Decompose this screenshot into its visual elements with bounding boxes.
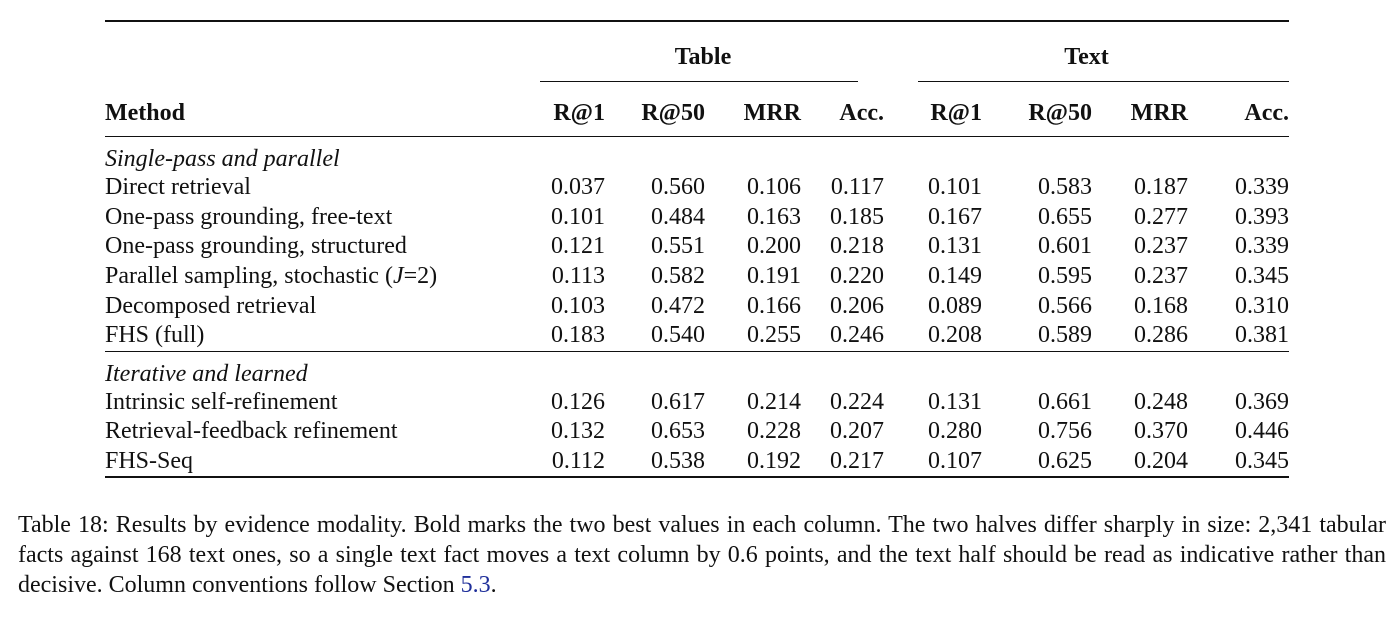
cell-table-acc: 0.218 xyxy=(830,233,884,260)
table-row xyxy=(105,417,1289,447)
table-row xyxy=(105,262,1289,292)
column-header-method: Method xyxy=(105,100,185,126)
section-label-row xyxy=(105,137,1289,173)
cell-text-acc: 0.393 xyxy=(1235,203,1289,230)
cell-text-r50: 0.661 xyxy=(1038,388,1092,415)
cell-table-r50: 0.551 xyxy=(651,233,705,260)
cell-table-mrr: 0.214 xyxy=(747,388,801,415)
cell-table-acc: 0.206 xyxy=(830,292,884,319)
column-header-table-mrr: MRR xyxy=(743,100,801,126)
cell-text-acc: 0.345 xyxy=(1235,448,1289,475)
cell-text-acc: 0.369 xyxy=(1235,388,1289,415)
cell-text-r50: 0.601 xyxy=(1038,233,1092,260)
cell-text-mrr: 0.187 xyxy=(1134,174,1188,201)
table-caption xyxy=(18,510,1386,600)
cell-table-mrr: 0.106 xyxy=(747,174,801,201)
method-name: Direct retrieval xyxy=(105,174,251,201)
cell-table-mrr: 0.228 xyxy=(747,418,801,445)
cell-table-mrr: 0.192 xyxy=(747,448,801,475)
caption-end: . xyxy=(490,572,497,598)
column-header-table-acc: Acc. xyxy=(839,100,884,126)
table-row xyxy=(105,321,1289,351)
results-table xyxy=(105,20,1289,478)
cell-text-acc: 0.310 xyxy=(1235,292,1289,319)
cell-text-r1: 0.101 xyxy=(928,174,982,201)
cell-text-r50: 0.583 xyxy=(1038,174,1092,201)
method-name: Parallel sampling, stochastic (J=2) xyxy=(105,263,438,290)
cell-table-acc: 0.246 xyxy=(830,322,884,349)
cell-text-r1: 0.167 xyxy=(928,203,982,230)
method-name: FHS-Seq xyxy=(105,448,194,475)
cell-table-acc: 0.117 xyxy=(830,174,884,201)
cell-text-mrr: 0.277 xyxy=(1134,203,1188,230)
cell-text-acc: 0.339 xyxy=(1235,174,1289,201)
group-header-row xyxy=(105,22,1289,81)
group-header-table: Table xyxy=(674,44,732,70)
section-label: Single-pass and parallel xyxy=(105,146,340,172)
cell-text-r1: 0.280 xyxy=(928,418,982,445)
cell-text-mrr: 0.237 xyxy=(1134,263,1188,290)
cell-table-r1: 0.132 xyxy=(551,418,605,445)
method-name: Retrieval-feedback refinement xyxy=(105,418,398,445)
table-row xyxy=(105,388,1289,418)
cell-table-r1: 0.103 xyxy=(551,292,605,319)
cell-text-acc: 0.381 xyxy=(1235,322,1289,349)
cell-table-mrr: 0.163 xyxy=(747,203,801,230)
column-header-text-r1: R@1 xyxy=(930,100,982,126)
table-row xyxy=(105,232,1289,262)
bottom-rule xyxy=(105,477,1289,478)
cell-text-mrr: 0.370 xyxy=(1134,418,1188,445)
cell-text-acc: 0.345 xyxy=(1235,263,1289,290)
table-row xyxy=(105,291,1289,321)
cell-text-r50: 0.589 xyxy=(1038,322,1092,349)
column-header-table-r50: R@50 xyxy=(641,100,705,126)
cell-text-r1: 0.131 xyxy=(928,233,982,260)
method-name: One-pass grounding, structured xyxy=(105,233,407,260)
section-label-row xyxy=(105,352,1289,388)
cell-table-mrr: 0.191 xyxy=(747,263,801,290)
cell-text-acc: 0.339 xyxy=(1235,233,1289,260)
cell-text-r50: 0.566 xyxy=(1038,292,1092,319)
section-reference-link[interactable]: 5.3 xyxy=(460,572,491,598)
cell-text-mrr: 0.237 xyxy=(1134,233,1188,260)
cell-table-acc: 0.220 xyxy=(830,263,884,290)
cell-table-r1: 0.037 xyxy=(551,174,605,201)
method-name: FHS (full) xyxy=(105,322,205,349)
cell-text-r1: 0.089 xyxy=(928,292,982,319)
cell-table-r50: 0.472 xyxy=(651,292,705,319)
cell-table-acc: 0.185 xyxy=(830,203,884,230)
cell-table-mrr: 0.255 xyxy=(747,322,801,349)
cell-table-acc: 0.207 xyxy=(830,418,884,445)
cell-table-mrr: 0.200 xyxy=(747,233,801,260)
cell-text-mrr: 0.204 xyxy=(1134,448,1188,475)
method-name: Decomposed retrieval xyxy=(105,292,317,319)
column-header-text-r50: R@50 xyxy=(1028,100,1092,126)
cell-table-r50: 0.582 xyxy=(651,263,705,290)
cell-text-r50: 0.625 xyxy=(1038,448,1092,475)
column-header-text-mrr: MRR xyxy=(1130,100,1188,126)
column-header-text-acc: Acc. xyxy=(1244,100,1289,126)
table-row xyxy=(105,447,1289,478)
cell-table-r50: 0.560 xyxy=(651,174,705,201)
cell-text-mrr: 0.168 xyxy=(1134,292,1188,319)
cell-table-r1: 0.112 xyxy=(551,448,605,475)
cell-text-mrr: 0.248 xyxy=(1134,388,1188,415)
cell-table-r1: 0.126 xyxy=(551,388,605,415)
method-name: Intrinsic self-refinement xyxy=(105,388,338,415)
cell-text-acc: 0.446 xyxy=(1235,418,1289,445)
cell-text-r1: 0.149 xyxy=(928,263,982,290)
table-row xyxy=(105,203,1289,233)
caption-text: Table 18: Results by evidence modality. Bold marks the two best values in each column. The two halves differ sharply in size: 2,341 tabular facts against 168 text ones, so a single text fact moves a text column by 0.6 points, and the text half should be read as indicative rather than decisive. Column conventions follow Section xyxy=(18,512,1386,598)
cell-table-mrr: 0.166 xyxy=(747,292,801,319)
cell-table-r1: 0.101 xyxy=(551,203,605,230)
table-row xyxy=(105,173,1289,203)
cell-table-r50: 0.484 xyxy=(651,203,705,230)
cell-table-r1: 0.113 xyxy=(551,263,605,290)
section-label: Iterative and learned xyxy=(105,360,308,387)
cell-text-r50: 0.756 xyxy=(1038,418,1092,445)
cell-table-acc: 0.224 xyxy=(830,388,884,415)
group-header-text: Text xyxy=(1064,44,1109,70)
cell-table-r1: 0.183 xyxy=(551,322,605,349)
cell-table-r1: 0.121 xyxy=(551,233,605,260)
cell-table-r50: 0.540 xyxy=(651,322,705,349)
cell-table-r50: 0.538 xyxy=(651,448,705,475)
cell-table-r50: 0.653 xyxy=(651,418,705,445)
column-header-row xyxy=(105,82,1289,137)
cell-text-r50: 0.595 xyxy=(1038,263,1092,290)
cell-text-mrr: 0.286 xyxy=(1134,322,1188,349)
method-name: One-pass grounding, free-text xyxy=(105,203,393,230)
cell-text-r50: 0.655 xyxy=(1038,203,1092,230)
cell-text-r1: 0.107 xyxy=(928,448,982,475)
cell-table-acc: 0.217 xyxy=(830,448,884,475)
cell-table-r50: 0.617 xyxy=(651,388,705,415)
column-header-table-r1: R@1 xyxy=(553,100,605,126)
cell-text-r1: 0.208 xyxy=(928,322,982,349)
cell-text-r1: 0.131 xyxy=(928,388,982,415)
